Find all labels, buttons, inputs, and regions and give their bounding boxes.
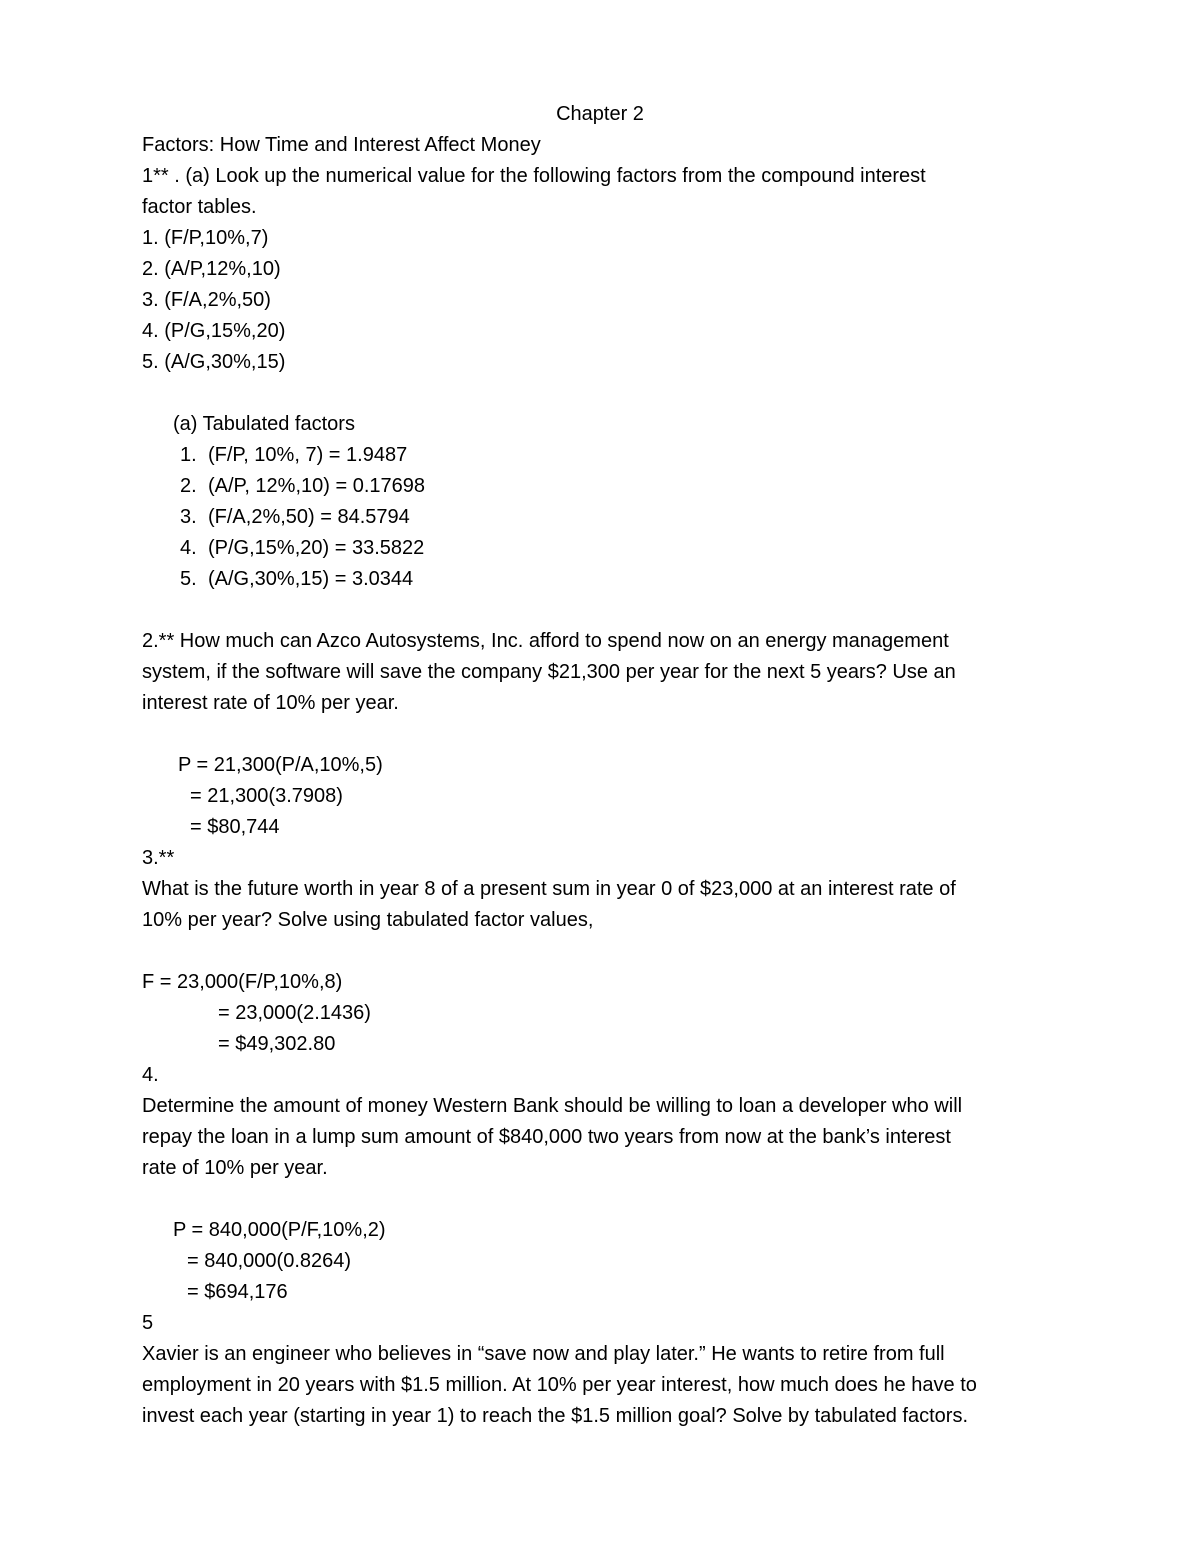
q1-answer-number: 1. (180, 444, 197, 466)
q3-solution-line: F = 23,000(F/P,10%,8) (142, 971, 343, 993)
q1-item: 1. (F/P,10%,7) (142, 227, 269, 249)
q3-text-line: What is the future worth in year 8 of a present sum in year 0 of $23,000 at an interest rate of (142, 878, 956, 900)
q4-text-line: repay the loan in a lump sum amount of $840,000 two years from now at the bank’s interest (142, 1126, 951, 1148)
q1-answer-number: 4. (180, 537, 197, 559)
q2-text-line: interest rate of 10% per year. (142, 692, 399, 714)
q1-answer-text: (A/P, 12%,10) = 0.17698 (208, 475, 426, 497)
q1-answer (180, 536, 424, 560)
q3-label: 3.** (142, 847, 175, 869)
q4-solution-line: = $694,176 (187, 1281, 288, 1303)
chapter-subtitle: Factors: How Time and Interest Affect Money (142, 134, 541, 156)
q3-solution-line: = 23,000(2.1436) (218, 1002, 371, 1024)
q2-solution-line: = 21,300(3.7908) (190, 785, 343, 807)
q1-answer-number: 2. (180, 475, 197, 497)
q1-answer-text: (P/G,15%,20) = 33.5822 (208, 537, 425, 559)
q1-answer (180, 505, 410, 529)
q1-answer (180, 474, 425, 498)
q4-solution-line: P = 840,000(P/F,10%,2) (173, 1219, 386, 1241)
q1-answer (180, 443, 407, 467)
q1-answer-heading: (a) Tabulated factors (173, 413, 355, 435)
q4-label: 4. (142, 1064, 159, 1086)
q1-answer-text: (A/G,30%,15) = 3.0344 (208, 568, 414, 590)
q4-text-line: Determine the amount of money Western Bank should be willing to loan a developer who will (142, 1095, 963, 1117)
q1-answer (180, 567, 413, 591)
q1-item: 3. (F/A,2%,50) (142, 289, 271, 311)
q4-solution-line: = 840,000(0.8264) (187, 1250, 352, 1272)
q2-text-line: 2.** How much can Azco Autosystems, Inc. afford to spend now on an energy management (142, 630, 949, 652)
q2-solution-line: = $80,744 (190, 816, 280, 838)
q1-heading-line-1: 1** . (a) Look up the numerical value for the following factors from the compound interest (142, 165, 926, 187)
page-title: Chapter 2 (556, 103, 644, 125)
q5-text-line: employment in 20 years with $1.5 million. At 10% per year interest, how much does he have to (142, 1374, 977, 1396)
q5-text-line: Xavier is an engineer who believes in “save now and play later.” He wants to retire from full (142, 1343, 945, 1365)
q1-heading-line-2: factor tables. (142, 196, 257, 218)
q1-item: 5. (A/G,30%,15) (142, 351, 286, 373)
q1-answer-text: (F/P, 10%, 7) = 1.9487 (208, 444, 408, 466)
q1-item: 4. (P/G,15%,20) (142, 320, 286, 342)
q1-item: 2. (A/P,12%,10) (142, 258, 281, 280)
q1-answer-number: 3. (180, 506, 197, 528)
q2-text-line: system, if the software will save the company $21,300 per year for the next 5 years? Use an (142, 661, 956, 683)
q4-text-line: rate of 10% per year. (142, 1157, 328, 1179)
q3-text-line: 10% per year? Solve using tabulated factor values, (142, 909, 594, 931)
q5-label: 5 (142, 1312, 154, 1334)
q3-solution-line: = $49,302.80 (218, 1033, 336, 1055)
q5-text-line: invest each year (starting in year 1) to reach the $1.5 million goal? Solve by tabulated factors. (142, 1405, 969, 1427)
q2-solution-line: P = 21,300(P/A,10%,5) (178, 754, 383, 776)
q1-answer-number: 5. (180, 568, 197, 590)
q1-answer-text: (F/A,2%,50) = 84.5794 (208, 506, 410, 528)
